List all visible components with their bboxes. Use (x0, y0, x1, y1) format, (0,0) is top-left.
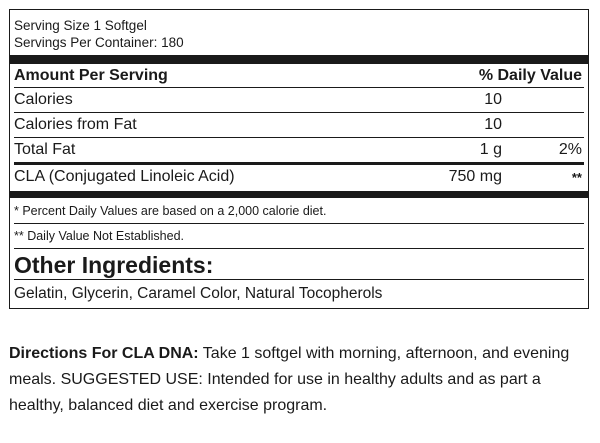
nutrient-name: Total Fat (14, 141, 76, 158)
directions-heading: Directions For CLA DNA: (9, 345, 199, 362)
thick-divider-top (10, 55, 588, 64)
table-row-calories (14, 88, 584, 113)
footnote-not-established: ** Daily Value Not Established. (14, 224, 584, 249)
nutrient-name: Calories from Fat (14, 116, 137, 133)
table-row-calories-from-fat (14, 113, 584, 138)
nutrient-amount: 1 g (479, 141, 502, 158)
nutrient-amount: 750 mg (448, 168, 502, 185)
supplement-facts-panel (9, 9, 589, 309)
table-row-cla (14, 165, 584, 189)
nutrient-name: Calories (14, 91, 73, 108)
nutrient-name: CLA (Conjugated Linoleic Acid) (14, 168, 235, 185)
nutrient-daily-value: ** (571, 169, 582, 185)
serving-size: Serving Size 1 Softgel (14, 18, 147, 33)
amount-per-serving-heading: Amount Per Serving (14, 66, 168, 84)
directions-text (9, 341, 591, 419)
nutrient-amount: 10 (484, 116, 502, 133)
serving-info (14, 10, 584, 51)
other-ingredients-text: Gelatin, Glycerin, Caramel Color, Natural Tocopherols (14, 285, 383, 302)
thick-divider-bottom (10, 191, 588, 198)
table-header (14, 64, 584, 88)
nutrient-amount: 10 (484, 91, 502, 108)
nutrient-daily-value: 2% (558, 141, 582, 158)
table-row-total-fat (14, 138, 584, 165)
footnote-daily-values: * Percent Daily Values are based on a 2,000 calorie diet. (14, 198, 584, 224)
other-ingredients-heading: Other Ingredients: (14, 249, 584, 280)
servings-per-container: Servings Per Container: 180 (14, 35, 184, 50)
directions-body: Take 1 softgel with morning, afternoon, and evening meals. SUGGESTED USE: Intended for use in healthy adults and as part a healthy, balanced diet and exercise program. (9, 345, 570, 414)
daily-value-heading: % Daily Value (478, 66, 582, 84)
